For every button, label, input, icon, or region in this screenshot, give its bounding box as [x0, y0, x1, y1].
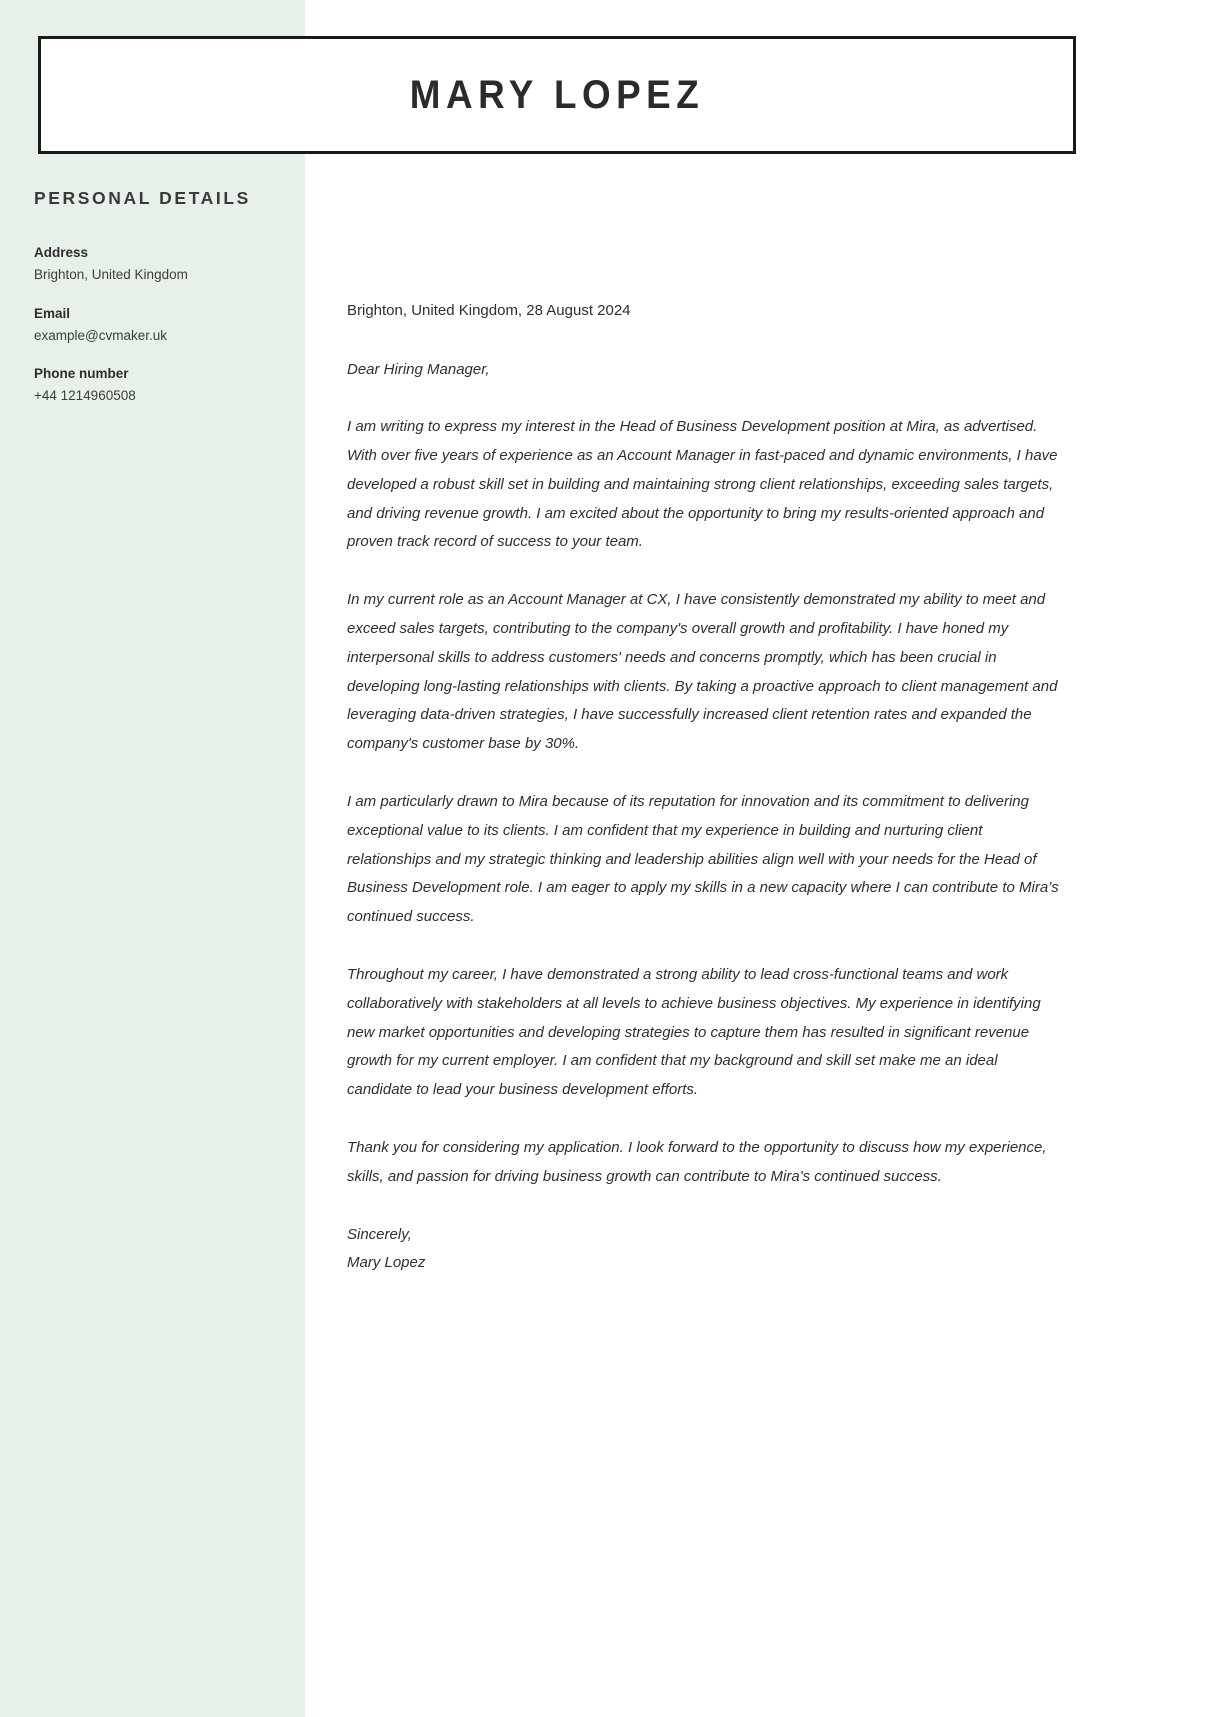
letter-salutation: Dear Hiring Manager,	[347, 360, 490, 378]
letter-paragraph-4: Throughout my career, I have demonstrated a strong ability to lead cross-functional teams and work collaboratively with stakeholders at all levels to achieve business objectives. My experience in identifying new market opportunities and developing strategies to capture them has resulted in significant revenue growth for my current employer. I am confident that my background and skill set make me an ideal candidate to lead your business development efforts.	[347, 966, 1041, 1099]
letter-paragraph-1: I am writing to express my interest in the Head of Business Development position at Mira, as advertised. With over five years of experience as an Account Manager in fast-paced and dynamic environments, I have developed a robust skill set in building and maintaining strong client relationships, exceeding sales targets, and driving revenue growth. I am excited about the opportunity to bring my results-oriented approach and proven track record of success to your team.	[347, 418, 1058, 551]
page-title: MARY LOPEZ	[409, 72, 705, 117]
detail-block-email	[34, 304, 284, 347]
detail-block-phone	[34, 364, 284, 407]
detail-value-email[interactable]: example@cvmaker.uk	[34, 327, 168, 343]
detail-value-address: Brighton, United Kingdom	[34, 267, 188, 283]
letter-signature: Mary Lopez	[347, 1254, 426, 1272]
personal-details-sidebar	[0, 0, 305, 1717]
sidebar-heading: PERSONAL DETAILS	[34, 188, 251, 208]
detail-value-phone[interactable]: +44 1214960508	[34, 388, 136, 404]
letter-closing: Sincerely,	[347, 1225, 412, 1243]
detail-label-phone: Phone number	[34, 366, 129, 381]
letter-paragraph-3: I am particularly drawn to Mira because of its reputation for innovation and its commitment to delivering exceptional value to its clients. I am confident that my experience in building and nurturing client relationships and my strategic thinking and leadership abilities align well with your needs for the Head of Business Development role. I am eager to apply my skills in a new capacity where I can contribute to Mira’s continued success.	[347, 793, 1059, 926]
name-header-box	[38, 36, 1076, 154]
letter-date-line: Brighton, United Kingdom, 28 August 2024	[347, 302, 631, 319]
letter-paragraph-2: In my current role as an Account Manager at CX, I have consistently demonstrated my ability to meet and exceed sales targets, contributing to the company's overall growth and profitability. I have honed my interpersonal skills to address customers' needs and concerns promptly, which has been crucial in developing long-lasting relationships with clients. By taking a proactive approach to client management and leveraging data-driven strategies, I have successfully increased client retention rates and expanded the company's customer base by 30%.	[347, 591, 1058, 753]
detail-label-address: Address	[34, 245, 89, 260]
cover-letter-body	[347, 297, 1059, 1278]
sidebar-content	[34, 188, 284, 425]
letter-paragraph-5: Thank you for considering my application. I look forward to the opportunity to discuss how my experience, skills, and passion for driving business growth can contribute to Mira's continued success.	[347, 1139, 1047, 1185]
detail-block-address	[34, 243, 284, 286]
detail-label-email: Email	[34, 305, 71, 321]
